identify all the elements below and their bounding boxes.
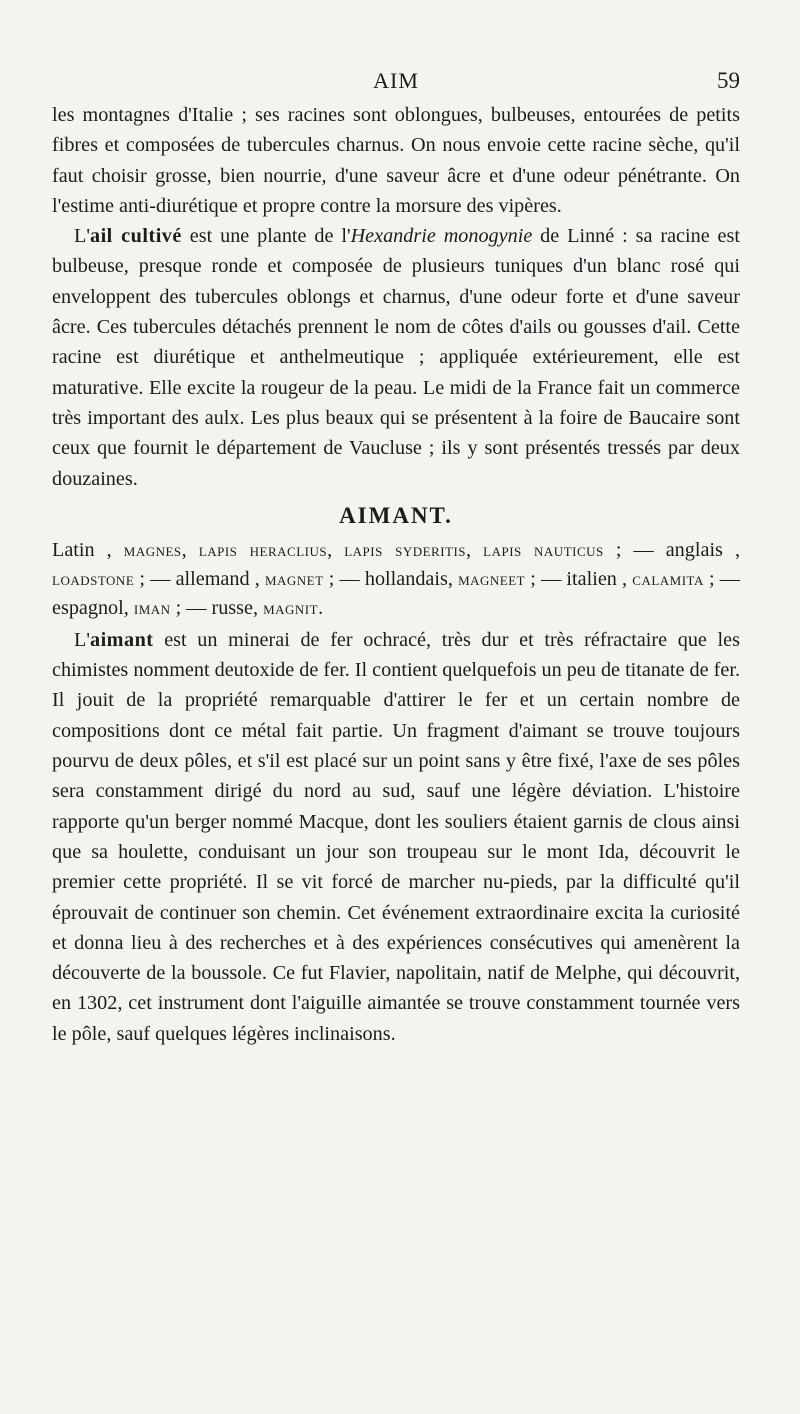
synonym-term: lapis syderitis <box>344 539 467 561</box>
paragraph-ail-cultive <box>52 221 740 494</box>
synonym-text: ; — russe, <box>170 596 264 619</box>
paragraph-rest: est un minerai de fer ochracé, très dur et très réfractaire que les chimistes nomment deutoxide de fer. Il contient quelquefois un peu de titanate de fer. Il jouit de la propriété remarquable d'attirer le fer et un certain nombre de compositions dont ce métal fait partie. Un fragment d'aimant se trouve toujours pourvu de deux pôles, et s'il est placé sur un point sans y être fixé, l'axe de ses pôles sera constamment dirigé du nord au sud, sauf une légère déviation. L'histoire rapporte qu'un berger nommé Macque, dont les souliers étaient garnis de clous ainsi que sa houlette, conduisant un jour son troupeau sur le mont Ida, découvrit le premier cette propriété. Il se vit forcé de marcher nu-pieds, par la difficulté qu'il éprouvait de continuer son chemin. Cet événement extraordinaire excita la curiosité et donna lieu à des recherches et à des expériences consécutives qui amenèrent la découverte de la boussole. Ce fut Flavier, napolitain, natif de Melphe, qui découvrit, en 1302, cet instrument dont l'aiguille aimantée se trouve constamment tournée vers le pôle, sauf quelques légères inclinaisons. <box>52 628 740 1045</box>
paragraph-continuation: les montagnes d'Italie ; ses racines sont oblongues, bulbeuses, entourées de petits fibres et composées de tubercules charnus. On nous envoie cette racine sèche, qu'il faut choisir grosse, bien nourrie, d'une saveur âcre et d'une odeur pénétrante. On l'estime anti-diurétique et propre contre la morsure des vipères. <box>52 104 740 217</box>
paragraph-lead: L' <box>74 628 90 651</box>
synonym-text: Latin , <box>52 538 124 561</box>
synonym-text: , <box>181 538 199 561</box>
running-header <box>52 64 740 100</box>
synonym-term: lapis heraclius <box>198 539 328 561</box>
section-heading-aimant: AIMANT. <box>339 502 453 528</box>
synonym-term: magnet <box>264 568 324 590</box>
synonym-text: , <box>327 538 345 561</box>
synonym-term: iman <box>133 597 171 619</box>
synonym-text: ; — espagnol, <box>52 567 740 619</box>
page-number: 59 <box>717 68 740 93</box>
term-hexandrie: Hexandrie monogynie <box>350 225 533 248</box>
paragraph-aimant <box>52 625 740 1049</box>
synonym-term: magneet <box>458 568 526 590</box>
synonyms-list <box>52 536 740 623</box>
paragraph-rest: de Linné : sa racine est bulbeuse, presque ronde et composée de plusieurs tuniques d'un blanc rosé qui enveloppent des tubercules oblongs et charnus, d'une odeur forte et d'une saveur âcre. Ces tubercules détachés prennent le nom de côtes d'ails ou gousses d'ail. Cette racine est diurétique et anthelmeutique ; appliquée extérieurement, elle est maturative. Elle excite la rougeur de la peau. Le midi de la France fait un commerce très important des aulx. Les plus beaux qui se présentent à la foire de Baucaire sont ceux que fournit le département de Vaucluse ; ils y sont présentés tressés par deux douzaines. <box>52 225 740 490</box>
synonym-text: , <box>466 538 484 561</box>
synonym-text: . <box>318 596 324 619</box>
synonym-text: ; — allemand , <box>134 567 265 590</box>
synonym-term: loadstone <box>52 568 135 590</box>
synonym-text: ; — italien , <box>525 567 633 590</box>
paragraph-mid: est une plante de l' <box>181 225 351 248</box>
synonym-text: ; — hollandais, <box>323 567 459 590</box>
running-title: AIM <box>373 68 419 93</box>
synonym-text: ; — anglais , <box>603 538 741 561</box>
term-ail-cultive: ail cultivé <box>89 225 182 248</box>
term-aimant: aimant <box>89 628 154 651</box>
synonym-term: magnit <box>263 597 319 619</box>
paragraph-lead: L' <box>74 225 90 248</box>
synonym-term: lapis nauticus <box>483 539 604 561</box>
synonym-term: magnes <box>123 539 182 561</box>
synonym-term: calamita <box>632 568 704 590</box>
